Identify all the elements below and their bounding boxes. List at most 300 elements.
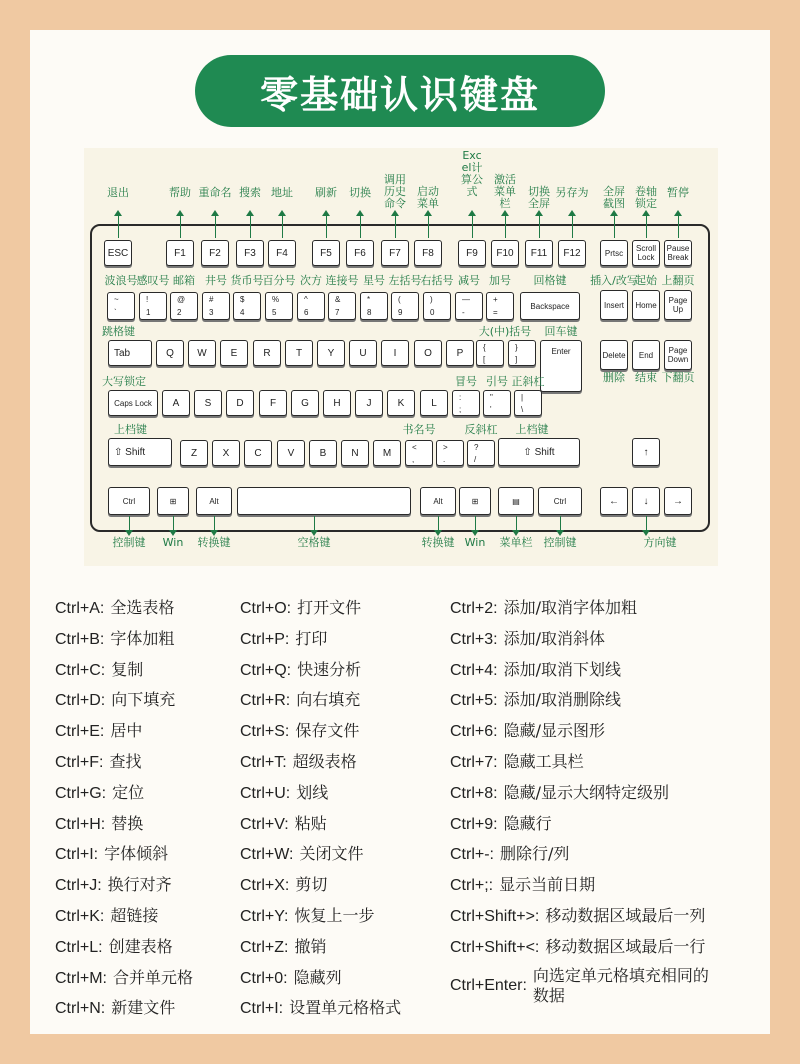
key-number-10[interactable] <box>423 292 451 320</box>
shortcut-description: 显示当前日期 <box>499 875 596 894</box>
shortcut-keys: Ctrl+K: <box>55 908 105 925</box>
function-note: 全屏截图 <box>603 185 625 210</box>
number-row-note: 星号 <box>363 274 385 287</box>
key-scroll-lock[interactable]: Scroll Lock <box>632 240 660 266</box>
key-f12[interactable]: F12 <box>558 240 586 266</box>
key-arrow-right[interactable]: → <box>664 487 692 515</box>
shortcut-item <box>450 690 621 711</box>
function-note: 切换 <box>349 186 371 199</box>
number-row-note: 邮箱 <box>173 274 195 287</box>
key-punct-2[interactable] <box>514 390 542 416</box>
shortcut-item <box>450 937 705 958</box>
key-bottom-7[interactable]: Ctrl <box>538 487 582 515</box>
nav-note: 插入/改写 <box>590 274 638 287</box>
shortcut-description: 添加/取消斜体 <box>503 629 605 648</box>
annotation-arrow <box>173 516 174 534</box>
shortcut-item <box>450 783 669 804</box>
key-top-legend: } <box>515 342 518 352</box>
annotation-arrow <box>646 516 647 534</box>
number-row-note: 加号 <box>489 274 511 287</box>
key-r[interactable]: R <box>253 340 281 366</box>
backspace-note: 回格键 <box>533 274 567 287</box>
key-bottom-4[interactable]: Alt <box>420 487 456 515</box>
key-x[interactable]: X <box>212 440 240 466</box>
key-f10[interactable]: F10 <box>491 240 519 266</box>
key-arrow-up[interactable]: ↑ <box>632 438 660 466</box>
shortcut-description: 恢复上一步 <box>294 906 375 925</box>
shortcut-keys: Ctrl+G: <box>55 785 107 802</box>
key-f5[interactable]: F5 <box>312 240 340 266</box>
bracket-note: 大(中)括号 <box>478 325 532 338</box>
caps-note: 大写锁定 <box>102 375 146 388</box>
key-top-legend: @ <box>177 295 186 304</box>
key-bottom-legend: 3 <box>209 308 214 317</box>
key-punct-b-2[interactable] <box>467 440 495 466</box>
shortcut-item <box>450 966 715 1006</box>
shortcut-keys: Ctrl+I: <box>240 1000 284 1017</box>
key-tab[interactable]: Tab <box>108 340 152 366</box>
function-note: 激活菜单栏 <box>494 173 516 210</box>
annotation-arrow <box>438 516 439 534</box>
shortcut-description: 查找 <box>109 752 142 771</box>
function-note: Excel计算公式 <box>461 149 483 198</box>
shortcut-item <box>240 598 361 619</box>
annotation-arrow <box>282 212 283 238</box>
annotation-arrow <box>505 212 506 238</box>
number-row-note: 次方 <box>300 274 322 287</box>
key-punct-1[interactable] <box>483 390 511 416</box>
key-number-0[interactable] <box>107 292 135 320</box>
shortcut-description: 隐藏列 <box>293 968 342 987</box>
key-h[interactable]: H <box>323 390 351 416</box>
punct-note: 引号 <box>486 375 508 388</box>
shortcut-description: 合并单元格 <box>113 968 194 987</box>
punct-note: 书名号 <box>402 423 436 436</box>
key-bottom-legend: ] <box>515 354 518 364</box>
key-enter[interactable]: Enter <box>540 340 582 392</box>
key-n[interactable]: N <box>341 440 369 466</box>
shortcut-description: 打开文件 <box>297 598 362 617</box>
key-top-legend: ? <box>474 442 479 452</box>
shortcut-description: 向右填充 <box>296 690 361 709</box>
shortcut-description: 隐藏工具栏 <box>503 752 584 771</box>
shortcut-item <box>450 598 637 619</box>
nav-note: 上翻页 <box>661 274 695 287</box>
shortcut-keys: Ctrl+H: <box>55 816 106 833</box>
nav-note: 下翻页 <box>661 371 695 384</box>
key-bottom-legend: \ <box>521 404 524 414</box>
shortcut-item <box>240 629 327 650</box>
function-note: 退出 <box>107 186 129 199</box>
shortcut-keys: Ctrl+Y: <box>240 908 289 925</box>
shortcut-keys: Ctrl+8: <box>450 785 498 802</box>
annotation-arrow <box>395 212 396 238</box>
key-bottom-legend: 5 <box>272 308 277 317</box>
key-f3[interactable]: F3 <box>236 240 264 266</box>
annotation-arrow <box>129 516 130 534</box>
annotation-arrow <box>250 212 251 238</box>
shortcut-description: 隐藏/显示大纲特定级别 <box>503 783 669 802</box>
shortcut-keys: Ctrl+M: <box>55 970 107 987</box>
shortcut-keys: Ctrl+2: <box>450 600 498 617</box>
punct-note: 正斜杠 <box>511 375 545 388</box>
bottom-row-note: 转换键 <box>421 536 455 549</box>
key-bottom-legend: ' <box>490 404 492 414</box>
key-z[interactable]: Z <box>180 440 208 466</box>
shortcut-keys: Ctrl+9: <box>450 816 498 833</box>
key-a[interactable]: A <box>162 390 190 416</box>
function-note: 地址 <box>271 186 293 199</box>
key-f9[interactable]: F9 <box>458 240 486 266</box>
shortcut-keys: Ctrl+7: <box>450 754 498 771</box>
key-f8[interactable]: F8 <box>414 240 442 266</box>
number-row-note: 感叹号 <box>136 274 170 287</box>
shortcut-item <box>240 690 360 711</box>
shortcut-description: 粘贴 <box>294 814 327 833</box>
annotation-arrow <box>560 516 561 534</box>
shortcut-description: 字体加粗 <box>110 629 175 648</box>
key-delete[interactable]: Delete <box>600 340 628 370</box>
shortcut-item <box>240 998 401 1019</box>
shortcut-description: 超级表格 <box>292 752 357 771</box>
key-shift-right[interactable]: ⇧ Shift <box>498 438 580 466</box>
shortcut-item <box>55 752 141 773</box>
key-punct-b-1[interactable] <box>436 440 464 466</box>
key-number-6[interactable] <box>297 292 325 320</box>
shortcut-item <box>55 937 173 958</box>
shortcut-keys: Ctrl+F: <box>55 754 104 771</box>
shortcut-description: 超链接 <box>110 906 159 925</box>
shortcut-keys: Ctrl+I: <box>55 846 99 863</box>
function-note: 切换全屏 <box>528 185 550 210</box>
number-row-note: 波浪号 <box>104 274 138 287</box>
key-number-11[interactable] <box>455 292 483 320</box>
shortcut-item <box>55 814 143 835</box>
key-page-up[interactable]: Page Up <box>664 290 692 320</box>
key-w[interactable]: W <box>188 340 216 366</box>
shortcut-keys: Ctrl+U: <box>240 785 291 802</box>
key-bottom-legend: 9 <box>398 308 403 317</box>
key-bottom-6[interactable]: ▤ <box>498 487 534 515</box>
key-top-legend: " <box>490 392 493 402</box>
key-f6[interactable]: F6 <box>346 240 374 266</box>
key-bottom-legend: ; <box>459 404 462 414</box>
shortcut-description: 定位 <box>112 783 145 802</box>
bottom-row-note: 转换键 <box>197 536 231 549</box>
key-esc[interactable]: ESC <box>104 240 132 266</box>
key-number-1[interactable] <box>139 292 167 320</box>
annotation-arrow <box>360 212 361 238</box>
key-bottom-legend: 2 <box>177 308 182 317</box>
enter-note: 回车键 <box>544 325 578 338</box>
key-insert[interactable]: Insert <box>600 290 628 320</box>
key-bottom-legend: 4 <box>240 308 245 317</box>
key-number-7[interactable] <box>328 292 356 320</box>
key-punct-b-0[interactable] <box>405 440 433 466</box>
shortcut-description: 移动数据区域最后一行 <box>545 937 706 956</box>
shortcut-item <box>240 783 328 804</box>
shortcut-item <box>450 752 584 773</box>
number-row-note: 右括号 <box>420 274 454 287</box>
shortcut-keys: Ctrl+Shift+<: <box>450 939 540 956</box>
key-l[interactable]: L <box>420 390 448 416</box>
key-number-2[interactable] <box>170 292 198 320</box>
key-f[interactable]: F <box>259 390 287 416</box>
shortcut-item <box>450 844 569 865</box>
key-bracket-0[interactable] <box>476 340 504 366</box>
key-number-12[interactable] <box>486 292 514 320</box>
key-k[interactable]: K <box>387 390 415 416</box>
shift-note: 上档键 <box>114 423 147 436</box>
key-top-legend: + <box>493 295 498 304</box>
bottom-row-note: 空格键 <box>297 536 331 549</box>
key-top-legend: — <box>462 295 470 304</box>
key-top-legend: ~ <box>114 295 119 304</box>
shortcut-keys: Ctrl+R: <box>240 692 291 709</box>
key-e[interactable]: E <box>220 340 248 366</box>
key-q[interactable]: Q <box>156 340 184 366</box>
number-row-note: 百分号 <box>262 274 296 287</box>
key-v[interactable]: V <box>277 440 305 466</box>
function-note: 启动菜单 <box>417 185 439 210</box>
bottom-row-note: 控制键 <box>543 536 577 549</box>
shortcut-keys: Ctrl+B: <box>55 631 105 648</box>
shortcut-item <box>450 660 621 681</box>
key-top-legend: > <box>443 442 448 452</box>
key-top-legend: | <box>521 392 524 402</box>
shortcut-description: 创建表格 <box>108 937 173 956</box>
function-note: 重命名 <box>198 186 232 199</box>
key-top-legend: ^ <box>304 295 308 304</box>
shortcut-description: 删除行/列 <box>500 844 570 863</box>
key-f7[interactable]: F7 <box>381 240 409 266</box>
shortcut-description: 快速分析 <box>297 660 362 679</box>
key-backspace[interactable]: Backspace <box>520 292 580 320</box>
shortcut-keys: Ctrl+P: <box>240 631 290 648</box>
shortcut-description: 换行对齐 <box>107 875 172 894</box>
shortcut-description: 设置单元格格式 <box>289 998 402 1017</box>
shortcut-item <box>450 814 552 835</box>
key-bottom-legend: - <box>462 308 465 317</box>
shortcut-description: 添加/取消字体加粗 <box>503 598 637 617</box>
shortcut-keys: Ctrl+A: <box>55 600 105 617</box>
shortcut-keys: Ctrl+Z: <box>240 939 289 956</box>
shortcut-item <box>240 752 357 773</box>
number-row-note: 左括号 <box>388 274 422 287</box>
shortcut-keys: Ctrl+J: <box>55 877 102 894</box>
shortcut-description: 添加/取消下划线 <box>503 660 621 679</box>
shortcut-item <box>450 721 605 742</box>
key-number-9[interactable] <box>391 292 419 320</box>
key-bottom-legend: / <box>474 454 477 464</box>
key-number-5[interactable] <box>265 292 293 320</box>
shortcut-description: 全选表格 <box>110 598 175 617</box>
shortcut-description: 居中 <box>110 721 143 740</box>
shortcut-description: 移动数据区域最后一列 <box>545 906 706 925</box>
key-f2[interactable]: F2 <box>201 240 229 266</box>
shortcut-keys: Ctrl+4: <box>450 662 498 679</box>
key-home[interactable]: Home <box>632 290 660 320</box>
shortcut-keys: Ctrl+;: <box>450 877 494 894</box>
annotation-arrow <box>428 212 429 238</box>
key-page-down[interactable]: Page Down <box>664 340 692 370</box>
key-f1[interactable]: F1 <box>166 240 194 266</box>
shortcut-description: 保存文件 <box>295 721 360 740</box>
annotation-arrow <box>539 212 540 238</box>
shortcut-keys: Ctrl+0: <box>240 970 288 987</box>
key-top-legend: { <box>483 342 486 352</box>
shortcut-item <box>240 875 327 896</box>
shortcut-item <box>240 721 359 742</box>
key-m[interactable]: M <box>373 440 401 466</box>
key-bottom-legend: 7 <box>335 308 340 317</box>
shortcut-keys: Ctrl+Shift+>: <box>450 908 540 925</box>
shortcut-description: 打印 <box>295 629 328 648</box>
key-prtsc[interactable]: Prtsc <box>600 240 628 266</box>
key-arrow-left[interactable]: ← <box>600 487 628 515</box>
key-bottom-legend: 1 <box>146 308 151 317</box>
key-t[interactable]: T <box>285 340 313 366</box>
key-g[interactable]: G <box>291 390 319 416</box>
key-j[interactable]: J <box>355 390 383 416</box>
key-number-3[interactable] <box>202 292 230 320</box>
key-number-8[interactable] <box>360 292 388 320</box>
annotation-arrow <box>646 212 647 238</box>
annotation-arrow <box>215 212 216 238</box>
function-note: 搜索 <box>239 186 261 199</box>
shortcut-description: 关闭文件 <box>299 844 364 863</box>
key-top-legend: # <box>209 295 214 304</box>
shortcut-description: 剪切 <box>295 875 328 894</box>
key-shift-left[interactable]: ⇧ Shift <box>108 438 172 466</box>
key-top-legend: ( <box>398 295 401 304</box>
key-u[interactable]: U <box>349 340 377 366</box>
number-row-note: 货币号 <box>230 274 264 287</box>
key-b[interactable]: B <box>309 440 337 466</box>
shortcut-item <box>55 844 168 865</box>
shortcut-keys: Ctrl+V: <box>240 816 289 833</box>
shortcut-item <box>55 783 144 804</box>
page-title: 零基础认识键盘 <box>195 55 605 127</box>
shortcut-keys: Ctrl+S: <box>240 723 290 740</box>
shortcut-description: 隐藏行 <box>503 814 552 833</box>
key-top-legend: * <box>367 295 371 304</box>
key-number-4[interactable] <box>233 292 261 320</box>
shortcut-item <box>450 629 605 650</box>
key-f4[interactable]: F4 <box>268 240 296 266</box>
key-arrow-down[interactable]: ↓ <box>632 487 660 515</box>
shortcut-item <box>55 721 142 742</box>
annotation-arrow <box>572 212 573 238</box>
key-caps-lock[interactable]: Caps Lock <box>108 390 158 416</box>
annotation-arrow <box>614 212 615 238</box>
key-bracket-1[interactable] <box>508 340 536 366</box>
shortcut-item <box>240 906 374 927</box>
shortcut-item <box>55 629 174 650</box>
key-end[interactable]: End <box>632 340 660 370</box>
shortcut-item <box>240 660 361 681</box>
bottom-row-note: Win <box>162 536 184 549</box>
shortcut-item <box>55 690 175 711</box>
annotation-arrow <box>326 212 327 238</box>
shortcut-keys: Ctrl+5: <box>450 692 498 709</box>
annotation-arrow <box>475 516 476 534</box>
function-note: 刷新 <box>315 186 337 199</box>
shortcut-keys: Ctrl+X: <box>240 877 290 894</box>
shortcut-description: 撤销 <box>294 937 327 956</box>
arrow-keys-note: 方向键 <box>643 536 677 549</box>
shortcut-item <box>240 937 326 958</box>
punct-note: 冒号 <box>455 375 477 388</box>
shortcut-description: 复制 <box>111 660 144 679</box>
shortcut-keys: Ctrl+C: <box>55 662 106 679</box>
key-punct-0[interactable] <box>452 390 480 416</box>
key-bottom-legend: . <box>443 454 446 464</box>
annotation-arrow <box>214 516 215 534</box>
key-d[interactable]: D <box>226 390 254 416</box>
shortcut-item <box>55 968 193 989</box>
annotation-arrow <box>472 212 473 238</box>
shortcut-keys: Ctrl+W: <box>240 846 294 863</box>
shortcut-item <box>450 875 595 896</box>
shortcut-item <box>55 598 174 619</box>
key-bottom-legend: 8 <box>367 308 372 317</box>
number-row-note: 连接号 <box>325 274 359 287</box>
key-s[interactable]: S <box>194 390 222 416</box>
key-bottom-1[interactable]: ⊞ <box>157 487 189 515</box>
nav-note: 起始 <box>635 274 657 287</box>
key-i[interactable]: I <box>381 340 409 366</box>
key-o[interactable]: O <box>414 340 442 366</box>
key-space[interactable] <box>237 487 411 515</box>
key-pause-break[interactable]: Pause Break <box>664 240 692 266</box>
shortcut-item <box>240 814 327 835</box>
shortcut-description: 新建文件 <box>111 998 176 1017</box>
punct-note: 反斜杠 <box>464 423 498 436</box>
key-bottom-legend: 0 <box>430 308 435 317</box>
key-bottom-legend: = <box>493 308 498 317</box>
key-bottom-legend: , <box>412 454 415 464</box>
bottom-row-note: 菜单栏 <box>499 536 533 549</box>
key-f11[interactable]: F11 <box>525 240 553 266</box>
function-note: 另存为 <box>555 186 589 199</box>
key-top-legend: ) <box>430 295 433 304</box>
key-bottom-0[interactable]: Ctrl <box>108 487 150 515</box>
function-note: 卷轴锁定 <box>635 185 657 210</box>
key-c[interactable]: C <box>244 440 272 466</box>
key-bottom-5[interactable]: ⊞ <box>459 487 491 515</box>
function-note: 调用历史命令 <box>384 173 406 210</box>
function-note: 暂停 <box>667 186 689 199</box>
shortcut-keys: Ctrl+-: <box>450 846 494 863</box>
shortcut-item <box>55 906 158 927</box>
key-top-legend: ! <box>146 295 149 304</box>
shortcut-keys: Ctrl+E: <box>55 723 105 740</box>
key-bottom-legend: [ <box>483 354 486 364</box>
shortcut-keys: Ctrl+N: <box>55 1000 106 1017</box>
key-p[interactable]: P <box>446 340 474 366</box>
key-top-legend: $ <box>240 295 245 304</box>
key-y[interactable]: Y <box>317 340 345 366</box>
shortcut-item <box>55 660 143 681</box>
tab-note: 跳格键 <box>102 325 135 338</box>
function-note: 帮助 <box>169 186 191 199</box>
annotation-arrow <box>118 212 119 238</box>
shortcut-keys: Ctrl+T: <box>240 754 287 771</box>
key-bottom-2[interactable]: Alt <box>196 487 232 515</box>
nav-note: 删除 <box>603 371 625 384</box>
shortcut-item <box>240 844 364 865</box>
